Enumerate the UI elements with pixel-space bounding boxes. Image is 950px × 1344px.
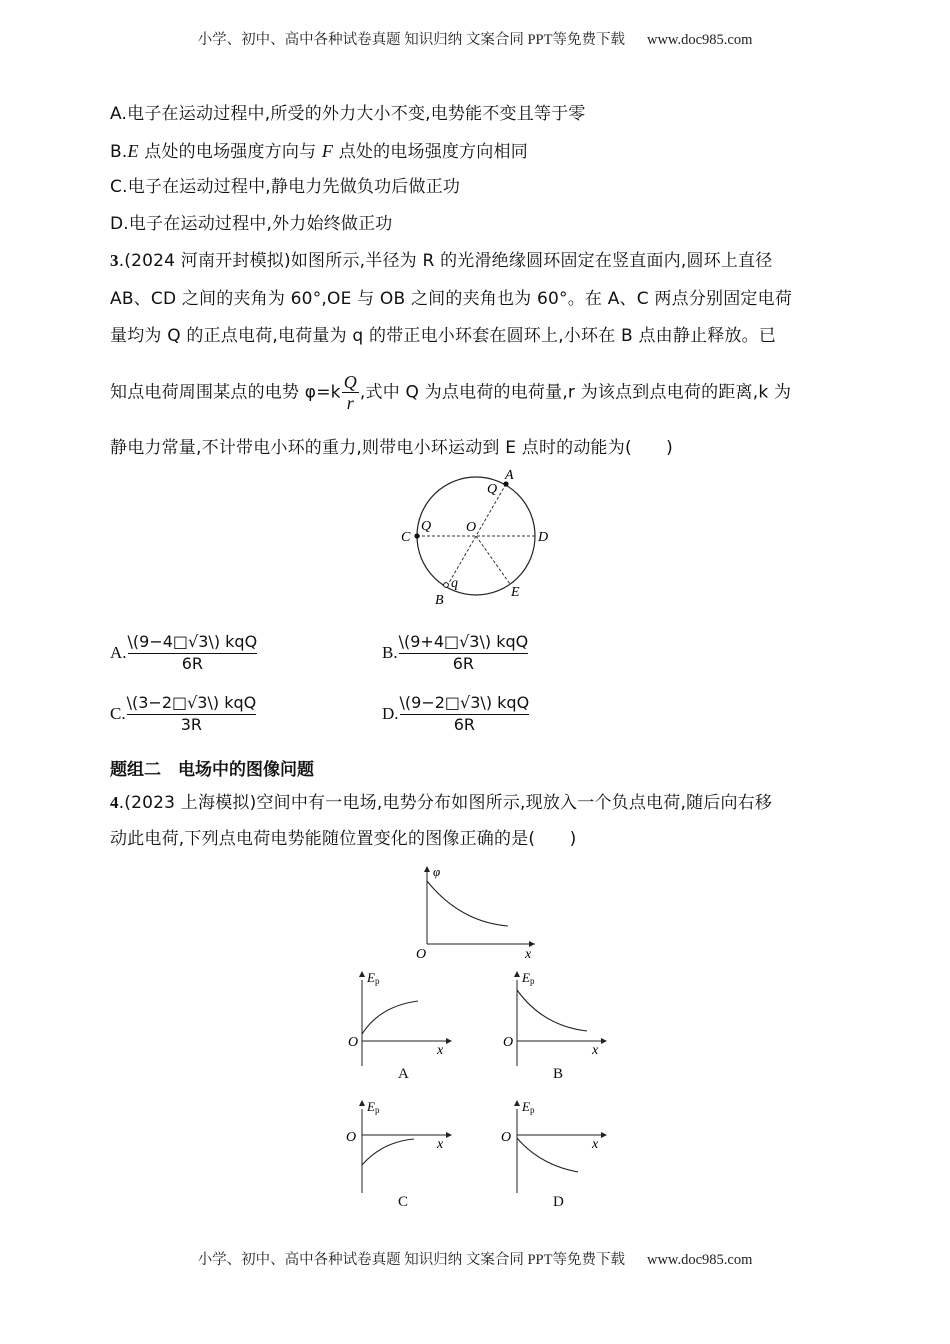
numerator: Q	[343, 372, 357, 392]
svg-text:x: x	[592, 1043, 599, 1058]
q3-line-3: 量均为 Q 的正点电荷,电荷量为 q 的带正电小环套在圆环上,小环在 B 点由静止释放。已	[110, 326, 777, 346]
option-text: 点处的电场强度方向与	[138, 142, 322, 162]
svg-text:x: x	[525, 947, 532, 962]
svg-text:Ep: Ep	[367, 970, 380, 986]
graph-c-caption: C	[398, 1194, 409, 1210]
question-source: .(2023 上海模拟)	[118, 793, 257, 813]
question-text: ,式中 Q 为点电荷的电荷量,r 为该点到点电荷的距离,k 为	[359, 382, 792, 403]
svg-text:O: O	[348, 1035, 359, 1050]
numerator: \(9−4□√3\) kqQ	[128, 632, 258, 654]
denominator: 6R	[452, 654, 475, 673]
svg-text:O: O	[416, 947, 427, 962]
graph-c	[340, 1095, 455, 1195]
option-label: D.	[382, 704, 399, 723]
prev-option-c	[110, 176, 460, 198]
section-title: 题组二 电场中的图像问题	[110, 760, 314, 780]
footer-text: 小学、初中、高中各种试卷真题 知识归纳 文案合同 PPT等免费下载	[197, 1252, 625, 1268]
prev-option-d	[110, 213, 393, 235]
option-text: 电子在运动过程中,静电力先做负功后做正功	[127, 177, 461, 197]
graph-b-caption: B	[553, 1066, 564, 1082]
prev-option-b	[110, 140, 528, 163]
q3-line-4	[110, 372, 791, 413]
graph-d	[495, 1095, 610, 1195]
denominator: 6R	[453, 715, 475, 734]
denominator: 3R	[180, 715, 203, 734]
page-header	[0, 28, 950, 49]
circle-ring-figure	[380, 460, 580, 610]
numerator: \(3−2□√3\) kqQ	[127, 693, 257, 715]
q3-line-5: 静电力常量,不计带电小环的重力,则带电小环运动到 E 点时的动能为( )	[110, 438, 674, 458]
question-number: 3	[110, 251, 119, 270]
option-label: A.	[110, 104, 128, 124]
q3-option-c[interactable]	[110, 693, 257, 735]
charge-c-dot	[414, 533, 419, 538]
question-source: .(2024 河南开封模拟)	[118, 251, 291, 271]
svg-text:E: E	[511, 585, 520, 600]
potential-graph	[405, 862, 545, 962]
option-fraction	[400, 693, 530, 735]
prev-option-a	[110, 103, 586, 125]
svg-text:Ep: Ep	[367, 1099, 380, 1115]
denominator: r	[346, 393, 354, 413]
option-fraction	[128, 632, 258, 674]
svg-text:O: O	[346, 1130, 357, 1145]
denominator: 6R	[181, 654, 203, 673]
svg-text:A: A	[505, 468, 514, 483]
question-text: 知点电荷周围某点的电势 φ=k	[110, 382, 341, 403]
potential-fraction	[342, 372, 359, 413]
svg-text:Ep: Ep	[522, 970, 535, 986]
numerator: \(9+4□√3\) kqQ	[399, 632, 529, 654]
svg-text:φ: φ	[433, 864, 441, 879]
question-text: 如图所示,半径为 R 的光滑绝缘圆环固定在竖直面内,圆环上直径	[290, 251, 773, 271]
question-text: 空间中有一电场,电势分布如图所示,现放入一个负点电荷,随后向右移	[256, 793, 773, 813]
option-label: C.	[110, 704, 126, 723]
q3-option-d[interactable]	[382, 693, 530, 735]
var-f: F	[321, 141, 334, 161]
option-text: 点处的电场强度方向相同	[333, 142, 528, 162]
svg-text:Q: Q	[421, 519, 432, 534]
svg-text:O: O	[466, 520, 477, 535]
q4-line-1	[110, 792, 772, 814]
page-footer	[0, 1248, 950, 1269]
option-fraction	[127, 693, 257, 735]
numerator: \(9−2□√3\) kqQ	[400, 693, 530, 715]
svg-text:C: C	[401, 530, 411, 545]
graph-b	[495, 966, 610, 1066]
q4-line-2: 动此电荷,下列点电荷电势能随位置变化的图像正确的是( )	[110, 829, 577, 849]
question-number: 4	[110, 793, 119, 812]
q3-line-2: AB、CD 之间的夹角为 60°,OE 与 OB 之间的夹角也为 60°。在 A、C 两点分别固定电荷	[110, 289, 793, 309]
svg-text:x: x	[592, 1137, 599, 1152]
header-text: 小学、初中、高中各种试卷真题 知识归纳 文案合同 PPT等免费下载	[197, 32, 625, 48]
option-label: D.	[110, 214, 129, 234]
option-label: A.	[110, 643, 127, 662]
q3-option-a[interactable]	[110, 632, 258, 674]
option-label: B.	[110, 142, 128, 162]
graph-a	[340, 966, 455, 1066]
svg-text:B: B	[435, 593, 444, 608]
graph-d-caption: D	[553, 1194, 564, 1210]
svg-text:q: q	[451, 576, 458, 591]
ring-q-dot	[444, 583, 449, 588]
option-fraction	[399, 632, 529, 674]
option-text: 电子在运动过程中,所受的外力大小不变,电势能不变且等于零	[127, 104, 586, 124]
svg-text:x: x	[437, 1137, 444, 1152]
q3-line-1	[110, 250, 772, 272]
svg-text:O: O	[501, 1130, 512, 1145]
option-label: C.	[110, 177, 128, 197]
option-text: 电子在运动过程中,外力始终做正功	[128, 214, 393, 234]
q3-option-b[interactable]	[382, 632, 529, 674]
svg-text:Ep: Ep	[522, 1099, 535, 1115]
graph-a-caption: A	[398, 1066, 409, 1082]
svg-text:x: x	[437, 1043, 444, 1058]
var-e: E	[127, 141, 139, 161]
option-label: B.	[382, 643, 398, 662]
svg-text:D: D	[538, 530, 549, 545]
svg-text:O: O	[503, 1035, 514, 1050]
header-url[interactable]: www.doc985.com	[646, 32, 753, 48]
footer-url[interactable]: www.doc985.com	[646, 1252, 753, 1268]
svg-text:Q: Q	[487, 482, 498, 497]
